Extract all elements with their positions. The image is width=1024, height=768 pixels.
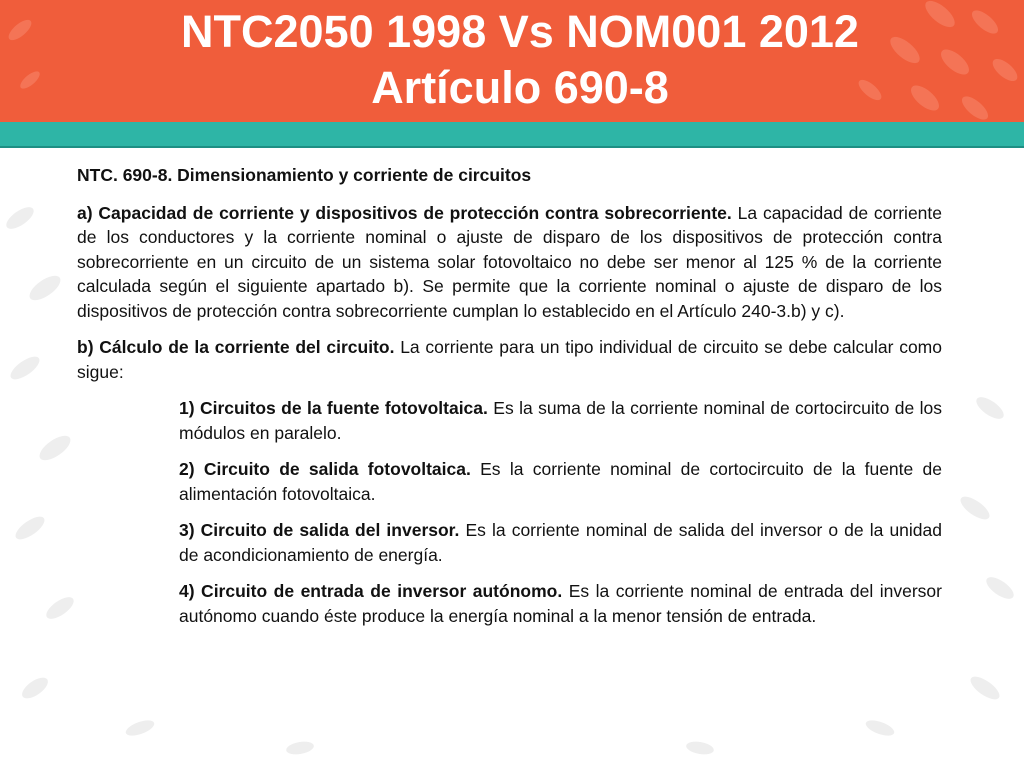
list-item [179, 457, 942, 506]
section-heading: NTC. 690-8. Dimensionamiento y corriente de circuitos [77, 165, 532, 185]
list-item-text: Es la corriente nominal de salida del inversor o de la unidad de acondicionamiento de energía. [179, 520, 942, 565]
list-item-text: Es la suma de la corriente nominal de cortocircuito de los módulos en paralelo. [179, 398, 942, 443]
list-item-lead: 1) Circuitos de la fuente fotovoltaica. [179, 398, 488, 418]
page-title [0, 4, 1024, 116]
title-line-2: Artículo 690-8 [371, 62, 669, 113]
paragraph-b [77, 335, 942, 384]
article-body [77, 163, 942, 640]
list-item [179, 579, 942, 628]
title-banner [0, 0, 1024, 122]
paragraph-a [77, 201, 942, 324]
title-line-1: NTC2050 1998 Vs NOM001 2012 [181, 6, 859, 57]
list-item-lead: 2) Circuito de salida fotovoltaica. [179, 459, 471, 479]
paragraph-b-lead: b) Cálculo de la corriente del circuito. [77, 337, 395, 357]
list-item [179, 518, 942, 567]
list-item-lead: 4) Circuito de entrada de inversor autónomo. [179, 581, 563, 601]
paragraph-a-lead: a) Capacidad de corriente y dispositivos de protección contra sobrecorriente. [77, 202, 732, 223]
teal-divider-band [0, 122, 1024, 146]
paragraph-a-text: La capacidad de corriente de los conductores y la corriente nominal o ajuste de disparo de los dispositivos de protección contra sobrecorriente en un circuito de un sistema solar fotovoltaico no debe ser menor al 125 % de la corriente calculada según el siguiente apartado b). Se permite que la corriente nominal o ajuste de disparo de los dispositivos de protección contra sobrecorriente cumplan lo establecido en el Artículo 240-3.b) y c). [77, 202, 943, 321]
paragraph-b-text: La corriente para un tipo individual de circuito se debe calcular como sigue: [77, 337, 942, 382]
list-item-text: Es la corriente nominal de entrada del inversor autónomo cuando éste produce la energía nominal a la menor tensión de entrada. [179, 581, 942, 626]
list-item [179, 396, 942, 445]
list-item-lead: 3) Circuito de salida del inversor. [179, 520, 460, 540]
list-item-text: Es la corriente nominal de cortocircuito de la fuente de alimentación fotovoltaica. [179, 459, 942, 504]
